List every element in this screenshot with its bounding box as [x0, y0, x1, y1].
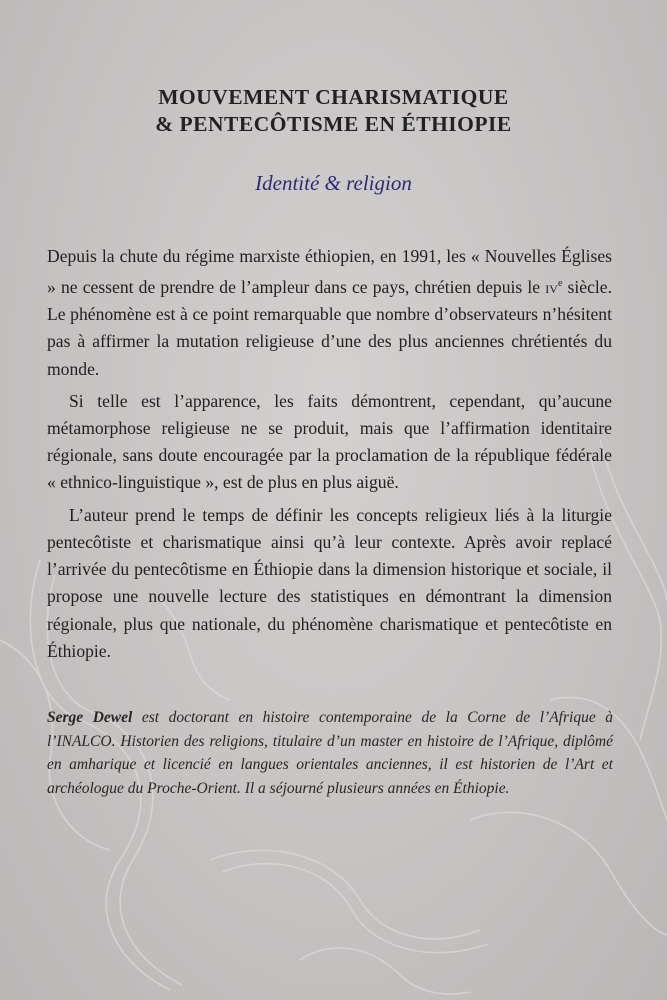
author-name: Serge Dewel — [47, 709, 133, 726]
book-title — [0, 84, 667, 138]
author-bio — [47, 706, 613, 800]
book-title-line-1: MOUVEMENT CHARISMATIQUE — [158, 85, 509, 109]
author-bio-text: est doctorant en histoire contemporaine de la Corne de l’Afrique à l’INALCO. Historien des religions, titulaire d’un master en histoire de l’Afrique, diplômé en amharique et licencié en langues orientales anciennes, il est historien de l’Art et archéologue du Proche-Orient. Il a séjourné plusieurs années en Éthiopie. — [47, 709, 613, 797]
book-title-line-2: & PENTECÔTISME EN ÉTHIOPIE — [155, 112, 512, 136]
summary-paragraph-2: Si telle est l’apparence, les faits démontrent, cependant, qu’aucune métamorphose religieuse ne se produit, mais que l’affirmation identitaire régionale, sans doute encouragée par la proclamation de la république fédérale « ethnico-linguistique », est de plus en plus aiguë. — [47, 390, 612, 493]
summary-paragraph-3: L’auteur prend le temps de définir les concepts religieux liés à la liturgie pentecôtiste et charismatique ainsi qu’à leur contexte. Après avoir replacé l’arrivée du pentecôtisme en Éthiopie dans la dimension historique et sociale, il propose une nouvelle lecture des statistiques en démontrant la dimension régionale, plus que nationale, du phénomène charismatique et pentecôtiste en Éthiopie. — [47, 504, 612, 661]
century-numeral: iv — [545, 277, 558, 298]
paragraph-1-part-b: siècle. Le phénomène est à ce point remarquable que nombre d’observateurs n’hésitent pas à affirmer la mutation religieuse d’une des plus anciennes chrétientés du monde. — [47, 277, 612, 379]
paragraph-1-part-a: Depuis la chute du régime marxiste éthiopien, en 1991, les « Nouvelles Églises » ne cessent de prendre de l’ampleur dans ce pays, chrétien depuis le — [47, 246, 612, 298]
summary-paragraph-1 — [47, 243, 612, 383]
book-subtitle: Identité & religion — [255, 171, 412, 195]
century-superscript: e — [557, 278, 563, 290]
summary-text — [47, 243, 612, 670]
